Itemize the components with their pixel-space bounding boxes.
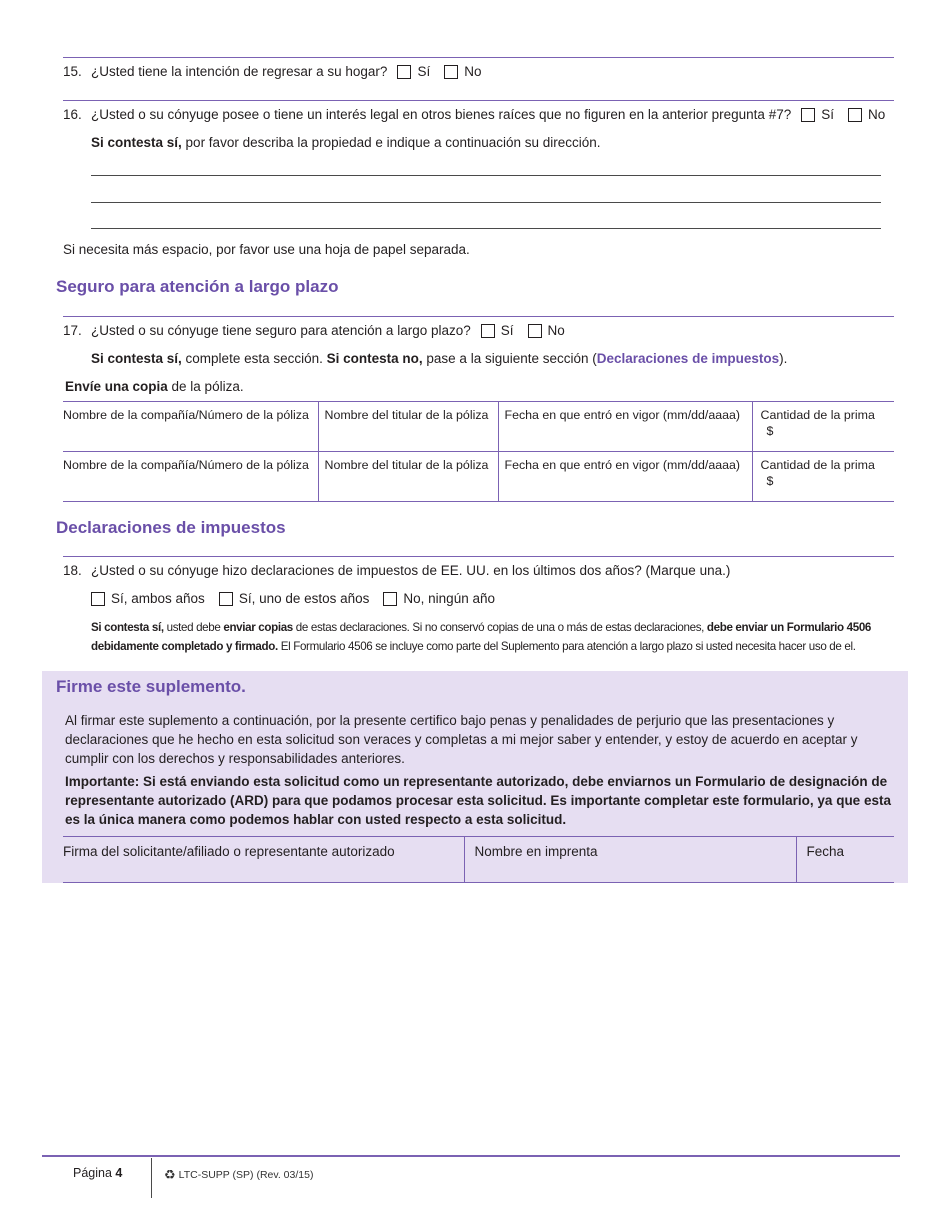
footer-divider	[151, 1158, 152, 1198]
q15-yes-label: Sí	[417, 64, 431, 79]
date-field[interactable]	[796, 837, 894, 883]
q18-no-year-label: No, ningún año	[403, 591, 495, 606]
q16-answer-line-1[interactable]	[91, 175, 881, 176]
page-label: Página	[73, 1166, 112, 1180]
currency-symbol: $	[766, 474, 774, 488]
printed-name-field[interactable]	[464, 837, 796, 883]
holder-label: Nombre del titular de la póliza	[324, 458, 489, 472]
date-label: Fecha	[806, 844, 845, 859]
insurance-row-2	[63, 452, 894, 502]
q18-note-c: enviar copias	[223, 621, 293, 634]
footer-rule	[42, 1155, 900, 1157]
insurance-table	[63, 401, 894, 502]
q17-f2-rest: pase a la siguiente sección (	[422, 351, 597, 366]
q18-note-e: debe enviar un Formulario 4506	[706, 621, 872, 634]
q15-number: 15.	[63, 64, 82, 79]
signature-label: Firma del solicitante/afiliado o representante autorizado	[63, 844, 395, 859]
signature-bottom-rule	[63, 882, 894, 883]
q18-note-f: debidamente completado y firmado.	[91, 640, 278, 653]
company-label: Nombre de la compañía/Número de la póliza	[63, 458, 309, 472]
company-label: Nombre de la compañía/Número de la póliza	[63, 408, 309, 422]
insurance-row-2-holder[interactable]	[318, 452, 498, 502]
q15-no-label: No	[464, 64, 482, 79]
date-label: Fecha en que entró en vigor (mm/dd/aaaa)	[504, 458, 741, 472]
section-title-tax: Declaraciones de impuestos	[56, 518, 286, 537]
q18-note	[91, 618, 901, 656]
q16-answer-line-3[interactable]	[91, 228, 881, 229]
q16-followup-bold: Si contesta sí,	[91, 135, 182, 150]
q17-no-checkbox[interactable]	[528, 324, 542, 338]
q16-top-rule	[63, 100, 894, 101]
q18-number: 18.	[63, 563, 82, 578]
q15-top-rule	[63, 57, 894, 58]
insurance-row-2-company[interactable]	[63, 452, 318, 502]
q18-text: ¿Usted o su cónyuge hizo declaraciones de impuestos de EE. UU. en los últimos dos años? (Marque una.)	[91, 563, 731, 578]
q17-yes-label: Sí	[500, 323, 514, 338]
footer-form-code	[164, 1167, 313, 1183]
section-title-ltc: Seguro para atención a largo plazo	[56, 277, 339, 296]
q18-note-g: El Formulario 4506 se incluye como parte del Suplemento para atención a largo plazo si usted necesita hacer uso de el.	[277, 640, 856, 653]
q16-followup	[91, 135, 601, 150]
q17-yes-checkbox[interactable]	[481, 324, 495, 338]
q18-top-rule	[63, 556, 894, 557]
q18-note-d: de estas declaraciones. Si no conservó copias de una o más de estas declaraciones,	[292, 621, 707, 634]
q17-number: 17.	[63, 323, 82, 338]
q17-copy-rest: de la póliza.	[167, 379, 244, 394]
q17-tax-section-link[interactable]: Declaraciones de impuestos	[596, 351, 780, 366]
q17-f1-rest: complete esta sección.	[181, 351, 327, 366]
recycle-icon: ♻	[164, 1167, 176, 1182]
q18-no-year-checkbox[interactable]	[383, 592, 397, 606]
q16-yes-checkbox[interactable]	[801, 108, 815, 122]
q17-f2-bold: Si contesta no,	[326, 351, 423, 366]
insurance-row-1-holder[interactable]	[318, 402, 498, 452]
q15-text: ¿Usted tiene la intención de regresar a su hogar?	[91, 64, 388, 79]
q17-copy-bold: Envíe una copia	[65, 379, 168, 394]
signature-field[interactable]	[63, 837, 464, 883]
date-label: Fecha en que entró en vigor (mm/dd/aaaa)	[504, 408, 741, 422]
holder-label: Nombre del titular de la póliza	[324, 408, 489, 422]
q18-one-year-label: Sí, uno de estos años	[238, 591, 370, 606]
q16-no-checkbox[interactable]	[848, 108, 862, 122]
q17-copy-note	[65, 379, 244, 394]
certification-text: Al firmar este suplemento a continuación, por la presente certifico bajo penas y penalidades de perjurio que las presentaciones y declaraciones que he hecho en esta solicitud son veraces y completas a mi mejor saber y entender, y estoy de acuerdo en aceptar y cumplir con los derechos y responsabilidades anteriores.	[65, 713, 858, 766]
q16-yes-label: Sí	[821, 107, 834, 122]
footer-page	[73, 1166, 122, 1180]
q18-both-years-label: Sí, ambos años	[111, 591, 205, 606]
q17-followup	[91, 351, 787, 366]
q16-number: 16.	[63, 107, 82, 122]
insurance-row-2-premium[interactable]	[752, 452, 894, 502]
question-16	[63, 107, 885, 122]
q16-space-note: Si necesita más espacio, por favor use una hoja de papel separada.	[63, 242, 470, 257]
question-18	[63, 563, 730, 578]
printed-name-label: Nombre en imprenta	[474, 844, 598, 859]
q16-no-label: No	[867, 107, 886, 122]
page-number: 4	[115, 1166, 123, 1180]
insurance-row-1-premium[interactable]	[752, 402, 894, 452]
q18-options	[81, 591, 495, 606]
q17-f2-end: ).	[779, 351, 788, 366]
q18-note-a: Si contesta sí,	[91, 621, 164, 634]
q16-text: ¿Usted o su cónyuge posee o tiene un interés legal en otros bienes raíces que no figuren en la anterior pregunta #7?	[91, 107, 792, 122]
q17-no-label: No	[547, 323, 565, 338]
q16-followup-rest: por favor describa la propiedad e indique a continuación su dirección.	[181, 135, 601, 150]
q18-both-years-checkbox[interactable]	[91, 592, 105, 606]
q18-note-b: usted debe	[163, 621, 224, 634]
insurance-row-1	[63, 402, 894, 452]
premium-label: Cantidad de la prima	[760, 408, 875, 422]
premium-label: Cantidad de la prima	[760, 458, 875, 472]
form-code: LTC-SUPP (SP) (Rev. 03/15)	[178, 1169, 314, 1181]
question-15	[63, 64, 481, 79]
important-notice: Importante: Si está enviando esta solicitud como un representante autorizado, debe enviarnos un Formulario de designación de representante autorizado (ARD) para que podamos procesar esta solicitud. Es importante completar este formulario, ya que esta es la única manera como podemos hablar con usted respecto a esta solicitud.	[65, 774, 891, 827]
q18-one-year-checkbox[interactable]	[219, 592, 233, 606]
q16-answer-line-2[interactable]	[91, 202, 881, 203]
currency-symbol: $	[766, 424, 774, 438]
q17-f1-bold: Si contesta sí,	[91, 351, 182, 366]
signature-title: Firme este suplemento.	[56, 677, 246, 696]
q17-text: ¿Usted o su cónyuge tiene seguro para atención a largo plazo?	[91, 323, 471, 338]
insurance-row-1-company[interactable]	[63, 402, 318, 452]
insurance-row-1-date[interactable]	[498, 402, 752, 452]
insurance-row-2-date[interactable]	[498, 452, 752, 502]
q17-top-rule	[63, 316, 894, 317]
signature-table	[63, 837, 894, 883]
q15-yes-checkbox[interactable]	[397, 65, 411, 79]
question-17	[63, 323, 565, 338]
q15-no-checkbox[interactable]	[444, 65, 458, 79]
